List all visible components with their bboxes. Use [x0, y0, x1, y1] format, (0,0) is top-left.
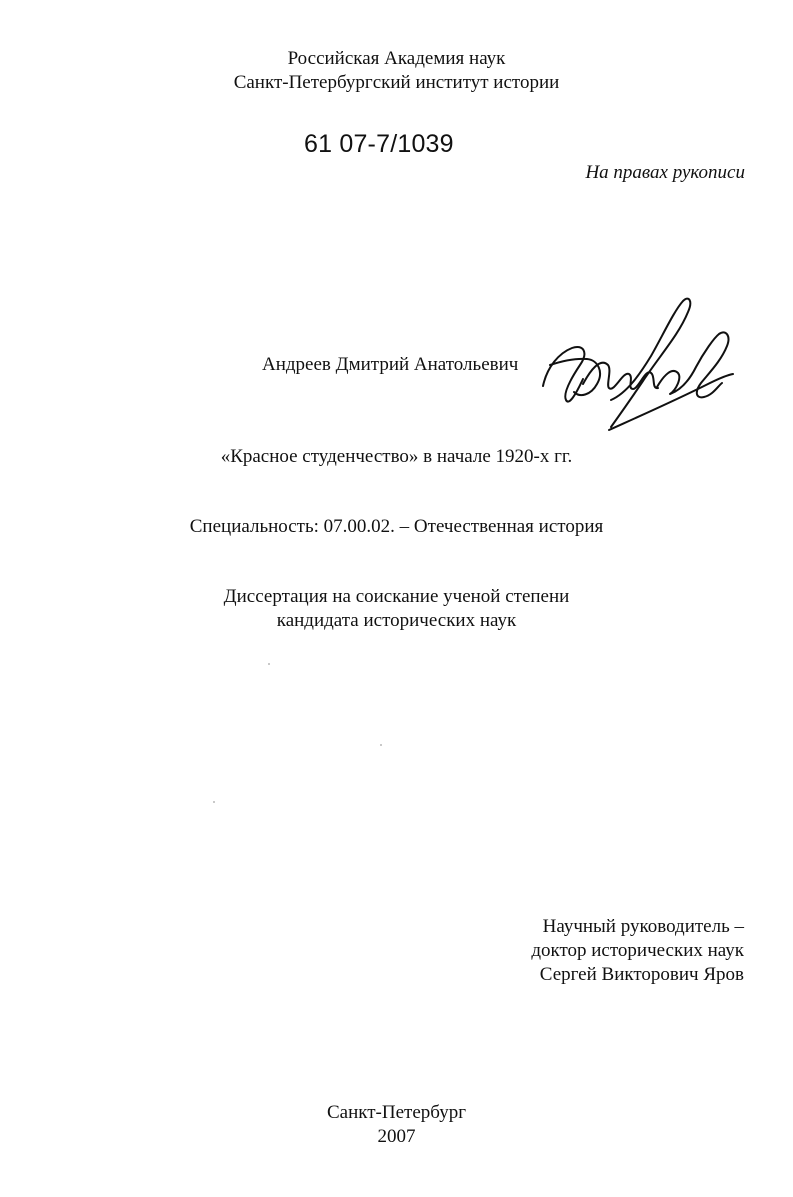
author-name: Андреев Дмитрий Анатольевич [262, 354, 519, 375]
signature-stroke-5 [657, 332, 728, 397]
publication-city: Санкт-Петербург [326, 1102, 466, 1123]
supervisor-block [531, 915, 744, 987]
specialty: Специальность: 07.00.02. – Отечественная история [189, 516, 604, 537]
publication-year: 2007 [377, 1126, 416, 1147]
rights-note: На правах рукописи [585, 162, 745, 183]
paper-speck [268, 663, 270, 665]
archive-stamp-number: 61 07-7/1039 [304, 130, 454, 158]
dissertation-title: «Красное студенчество» в начале 1920-х гг. [220, 446, 573, 467]
degree-line-2: кандидата исторических наук [276, 610, 517, 631]
paper-speck [380, 744, 382, 746]
institute-name: Санкт-Петербургский институт истории [233, 72, 560, 93]
author-signature [535, 295, 735, 440]
signature-stroke-1 [543, 347, 584, 402]
supervisor-degree: доктор исторических наук [531, 940, 744, 961]
signature-stroke-2 [550, 359, 600, 395]
supervisor-name: Сергей Викторович Яров [539, 964, 744, 985]
paper-speck [213, 801, 215, 803]
supervisor-role: Научный руководитель – [542, 916, 744, 937]
signature-stroke-4 [611, 299, 690, 427]
degree-line-1: Диссертация на соискание ученой степени [223, 586, 570, 607]
organization-name: Российская Академия наук [287, 48, 506, 69]
